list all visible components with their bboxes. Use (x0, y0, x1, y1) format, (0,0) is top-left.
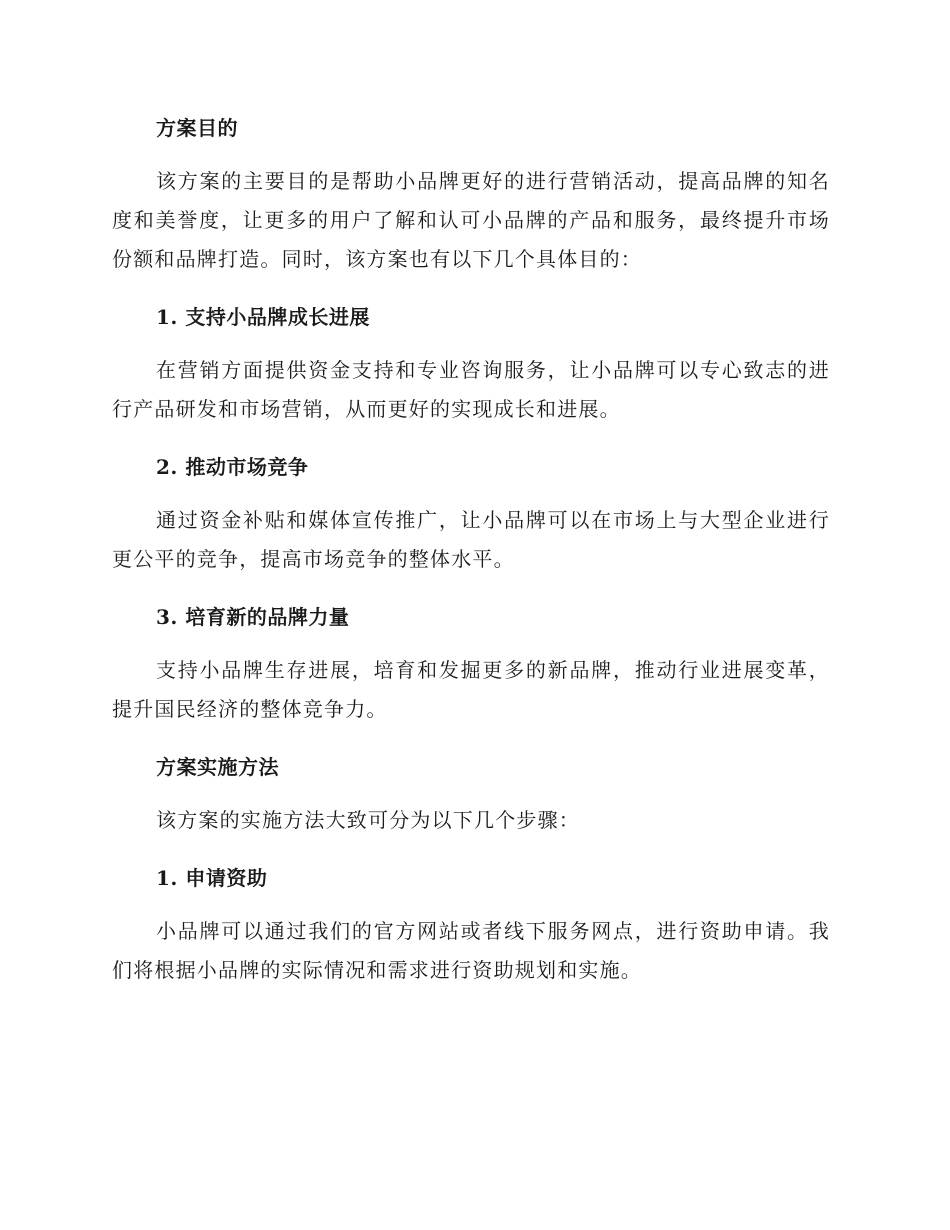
subheading-market-competition: 2. 推动市场竞争 (156, 455, 309, 479)
section-heading-purpose: 方案目的 (156, 116, 238, 140)
document-page (112, 108, 830, 990)
section-heading-implementation: 方案实施方法 (156, 755, 279, 779)
subheading-support-growth: 1. 支持小品牌成长进展 (156, 305, 370, 329)
paragraph-new-brands: 支持小品牌生存进展，培育和发掘更多的新品牌，推动行业进展变革，提升国民经济的整体竞争力。 (112, 658, 830, 721)
subheading-new-brands: 3. 培育新的品牌力量 (156, 605, 350, 629)
paragraph-market-competition: 通过资金补贴和媒体宣传推广，让小品牌可以在市场上与大型企业进行更公平的竞争，提高市场竞争的整体水平。 (112, 508, 830, 571)
paragraph-apply-funding: 小品牌可以通过我们的官方网站或者线下服务网点，进行资助申请。我们将根据小品牌的实际情况和需求进行资助规划和实施。 (112, 919, 830, 982)
paragraph-implementation: 该方案的实施方法大致可分为以下几个步骤： (156, 808, 580, 832)
paragraph-purpose: 该方案的主要目的是帮助小品牌更好的进行营销活动，提高品牌的知名度和美誉度，让更多的用户了解和认可小品牌的产品和服务，最终提升市场份额和品牌打造。同时，该方案也有以下几个具体目的： (112, 169, 830, 271)
paragraph-support-growth: 在营销方面提供资金支持和专业咨询服务，让小品牌可以专心致志的进行产品研发和市场营销，从而更好的实现成长和进展。 (112, 358, 830, 421)
subheading-apply-funding: 1. 申请资助 (156, 866, 268, 890)
